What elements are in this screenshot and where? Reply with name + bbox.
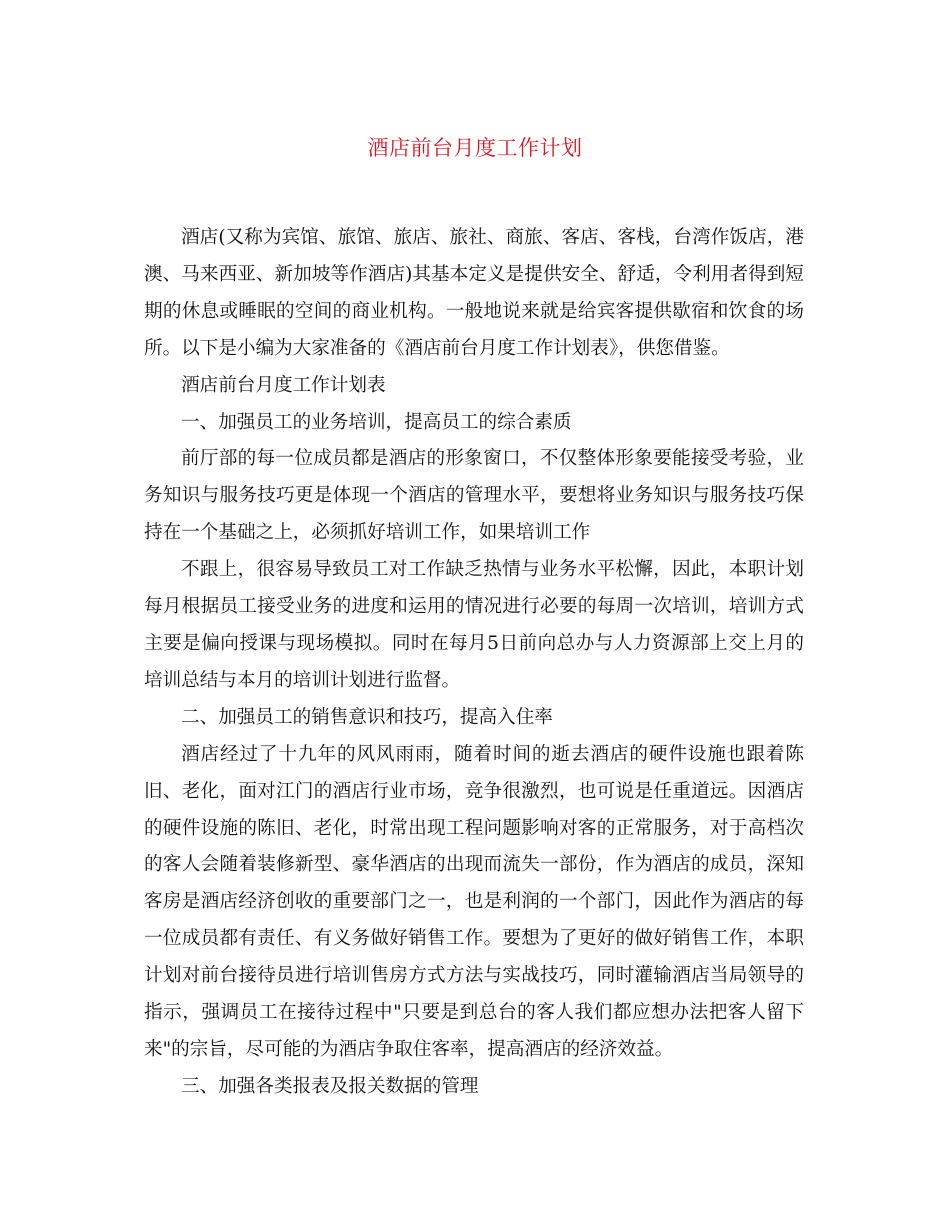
document-title: 酒店前台月度工作计划 — [367, 136, 583, 160]
intro-paragraph: 酒店(又称为宾馆、旅馆、旅店、旅社、商旅、客店、客栈，台湾作饭店，港澳、马来西亚、新加坡等作酒店)其基本定义是提供安全、舒适，令利用者得到短期的休息或睡眠的空间的商业机构。一般地说来就是给宾客提供歇宿和饮食的场所。以下是小编为大家准备的《酒店前台月度工作计划表》，供您借鉴。 — [144, 227, 804, 359]
section-1-heading: 一、加强员工的业务培训，提高员工的综合素质 — [181, 411, 572, 433]
plan-heading: 酒店前台月度工作计划表 — [181, 374, 386, 396]
document-body — [144, 220, 804, 1106]
section-3-heading: 三、加强各类报表及报关数据的管理 — [181, 1075, 479, 1097]
section-2-heading: 二、加强员工的销售意识和技巧，提高入住率 — [181, 706, 553, 728]
section-2-paragraph: 酒店经过了十九年的风风雨雨，随着时间的逝去酒店的硬件设施也跟着陈旧、老化，面对江门的酒店行业市场，竞争很激烈，也可说是任重道远。因酒店的硬件设施的陈旧、老化，时常出现工程问题影响对客的正常服务，对于高档次的客人会随着装修新型、豪华酒店的出现而流失一部份，作为酒店的成员，深知客房是酒店经济创收的重要部门之一，也是利润的一个部门，因此作为酒店的每一位成员都有责任、有义务做好销售工作。要想为了更好的做好销售工作，本职计划对前台接待员进行培训售房方式方法与实战技巧，同时灌输酒店当局领导的指示，强调员工在接待过程中"只要是到总台的客人我们都应想办法把客人留下来"的宗旨，尽可能的为酒店争取住客率，提高酒店的经济效益。 — [144, 743, 804, 1060]
section-1-paragraph-1: 前厅部的每一位成员都是酒店的形象窗口，不仅整体形象要能接受考验，业务知识与服务技巧更是体现一个酒店的管理水平，要想将业务知识与服务技巧保持在一个基础之上，必须抓好培训工作，如果培训工作 — [144, 448, 804, 544]
section-1-paragraph-2: 不跟上，很容易导致员工对工作缺乏热情与业务水平松懈，因此，本职计划每月根据员工接受业务的进度和运用的情况进行必要的每周一次培训，培训方式主要是偏向授课与现场模拟。同时在每月5日前向总办与人力资源部上交上月的培训总结与本月的培训计划进行监督。 — [144, 559, 804, 691]
